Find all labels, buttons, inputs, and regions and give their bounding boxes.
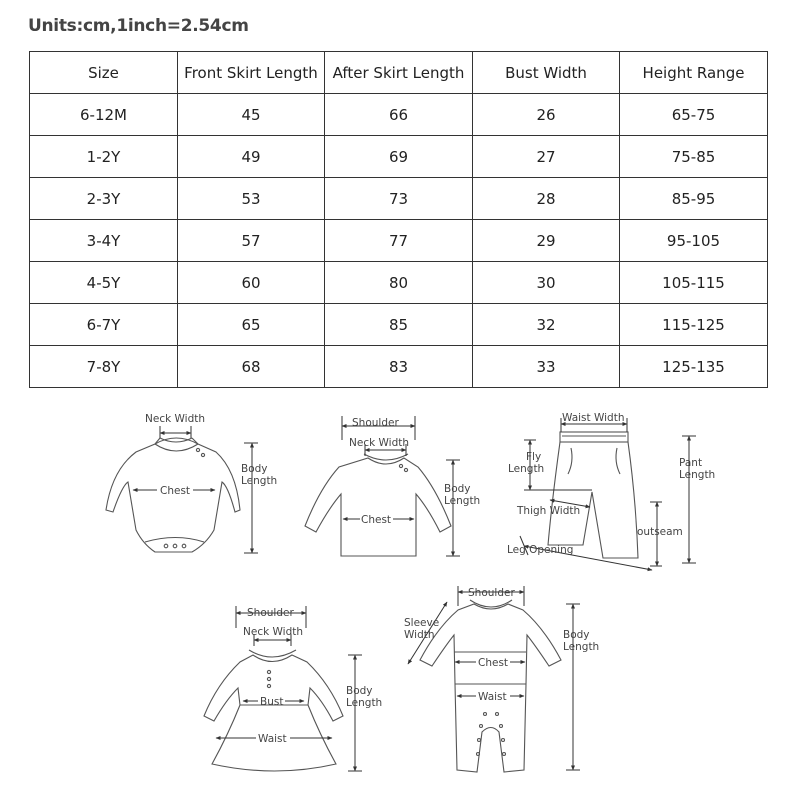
romper-sleeve-label: Sleeve — [404, 617, 440, 629]
cell-after-skirt-length: 83 — [325, 346, 473, 388]
top-length-label: Length — [444, 495, 481, 507]
cell-after-skirt-length: 85 — [325, 304, 473, 346]
romper-width-label: Width — [404, 629, 435, 641]
cell-front-skirt-length: 45 — [178, 94, 325, 136]
cell-after-skirt-length: 80 — [325, 262, 473, 304]
cell-height-range: 65-75 — [620, 94, 768, 136]
romper-diagram — [404, 586, 599, 772]
pants-outseam-label: outseam — [637, 526, 683, 538]
cell-height-range: 115-125 — [620, 304, 768, 346]
cell-bust-width: 32 — [473, 304, 620, 346]
dress-bust-label: Bust — [260, 696, 284, 708]
cell-after-skirt-length: 69 — [325, 136, 473, 178]
cell-front-skirt-length: 68 — [178, 346, 325, 388]
pants-diagram — [507, 412, 715, 570]
pants-outline — [548, 432, 638, 558]
dress-shoulder-label: Shoulder — [247, 607, 294, 619]
column-header-size: Size — [30, 52, 178, 94]
pants-thigh-width-label: Thigh Width — [517, 505, 581, 517]
cell-height-range: 85-95 — [620, 178, 768, 220]
cell-front-skirt-length: 65 — [178, 304, 325, 346]
column-header-front-skirt-length: Front Skirt Length — [178, 52, 325, 94]
cell-bust-width: 26 — [473, 94, 620, 136]
cell-after-skirt-length: 77 — [325, 220, 473, 262]
romper-outline — [420, 600, 561, 772]
top-diagram — [305, 416, 480, 556]
romper-length-label: Length — [563, 641, 600, 653]
dress-length-label: Length — [346, 697, 383, 709]
cell-front-skirt-length: 53 — [178, 178, 325, 220]
cell-front-skirt-length: 57 — [178, 220, 325, 262]
cell-size: 3-4Y — [30, 220, 178, 262]
cell-after-skirt-length: 73 — [325, 178, 473, 220]
pants-pant-label: Pant — [679, 457, 703, 469]
units-note: Units:cm,1inch=2.54cm — [28, 16, 249, 36]
dress-waist-label: Waist — [258, 733, 287, 745]
bodysuit-length-label: Length — [241, 475, 278, 487]
romper-body-label: Body — [563, 629, 590, 641]
cell-bust-width: 29 — [473, 220, 620, 262]
cell-size: 1-2Y — [30, 136, 178, 178]
dress-neck-width-label: Neck Width — [243, 626, 304, 638]
top-chest-label: Chest — [361, 514, 392, 526]
pants-waist-width-label: Waist Width — [562, 412, 625, 424]
cell-size: 6-7Y — [30, 304, 178, 346]
cell-height-range: 125-135 — [620, 346, 768, 388]
top-body-label: Body — [444, 483, 471, 495]
bodysuit-diagram — [106, 413, 277, 553]
pants-fly-length-label: Length — [508, 463, 545, 475]
bodysuit-neck-width-label: Neck Width — [145, 413, 206, 425]
cell-height-range: 75-85 — [620, 136, 768, 178]
pants-leg-opening-label: Leg Opening — [507, 544, 574, 556]
cell-bust-width: 28 — [473, 178, 620, 220]
top-outline — [305, 454, 451, 556]
cell-size: 7-8Y — [30, 346, 178, 388]
pants-fly-label: Fly — [526, 451, 542, 463]
romper-chest-label: Chest — [478, 657, 509, 669]
top-shoulder-label: Shoulder — [352, 417, 399, 429]
bodysuit-chest-label: Chest — [160, 485, 191, 497]
cell-bust-width: 30 — [473, 262, 620, 304]
cell-after-skirt-length: 66 — [325, 94, 473, 136]
dress-outline — [204, 650, 343, 771]
cell-size: 2-3Y — [30, 178, 178, 220]
cell-bust-width: 33 — [473, 346, 620, 388]
top-neck-width-label: Neck Width — [349, 437, 410, 449]
bodysuit-body-label: Body — [241, 463, 268, 475]
romper-waist-label: Waist — [478, 691, 507, 703]
pants-pant-length-label: Length — [679, 469, 716, 481]
romper-shoulder-label: Shoulder — [468, 587, 515, 599]
dress-diagram — [204, 606, 382, 771]
cell-front-skirt-length: 60 — [178, 262, 325, 304]
column-header-after-skirt-length: After Skirt Length — [325, 52, 473, 94]
cell-size: 4-5Y — [30, 262, 178, 304]
dress-body-label: Body — [346, 685, 373, 697]
column-header-height-range: Height Range — [620, 52, 768, 94]
cell-front-skirt-length: 49 — [178, 136, 325, 178]
cell-bust-width: 27 — [473, 136, 620, 178]
column-header-bust-width: Bust Width — [473, 52, 620, 94]
cell-height-range: 95-105 — [620, 220, 768, 262]
cell-height-range: 105-115 — [620, 262, 768, 304]
cell-size: 6-12M — [30, 94, 178, 136]
